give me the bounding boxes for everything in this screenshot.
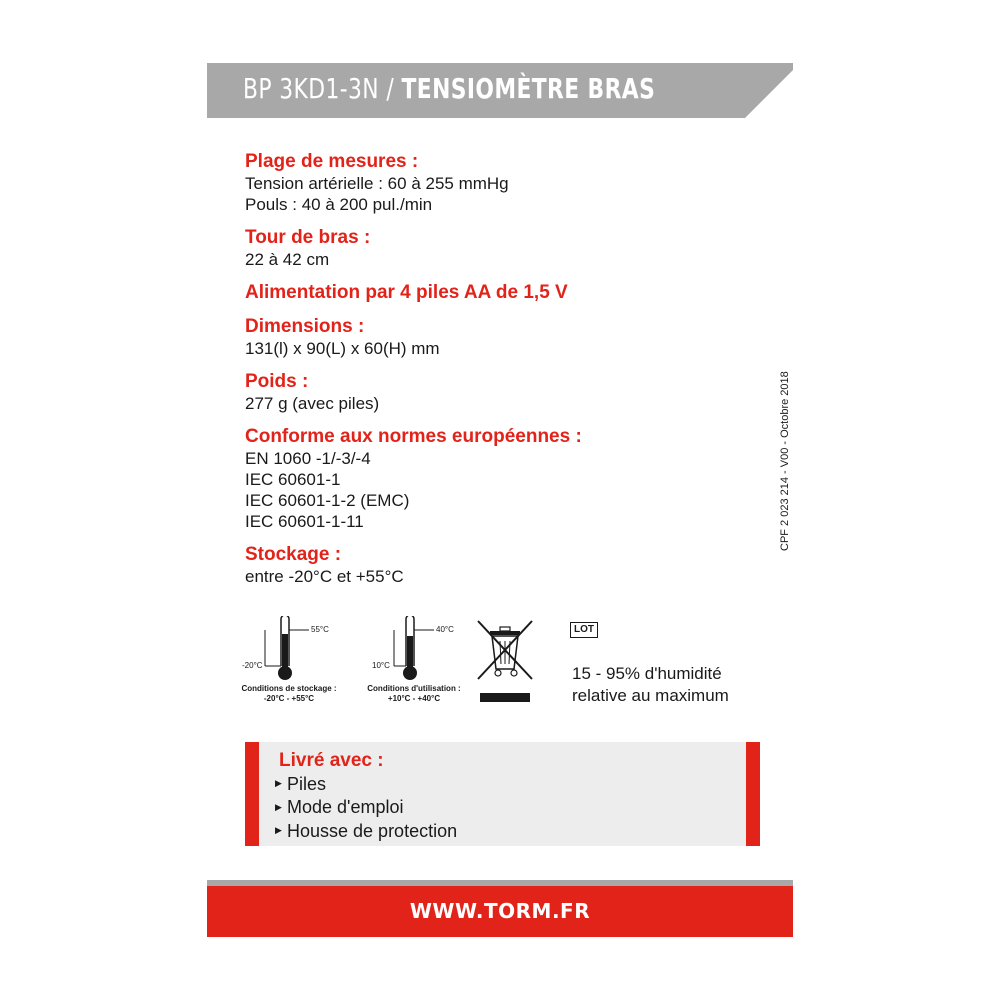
lot-symbol: LOT [570,622,598,638]
spec-line: 131(l) x 90(L) x 60(H) mm [245,339,440,358]
spec-title: Alimentation par 4 piles AA de 1,5 V [245,282,568,303]
usage-max-label: 40°C [436,625,454,634]
symbols-row [237,616,777,726]
spec-section [245,371,715,414]
spec-line: IEC 60601-1 [245,470,341,489]
spec-section [245,316,715,359]
header-banner [207,63,793,118]
footer-banner [207,886,793,937]
usage-caption [354,684,474,704]
item-label: Piles [287,774,327,794]
crossed-bin-icon [474,619,536,709]
delivered-with-box [245,742,760,846]
spec-title: Poids : [245,371,309,392]
spec-section [245,227,715,270]
usage-min-label: 10°C [372,661,390,670]
spec-line: Pouls : 40 à 200 pul./min [245,195,433,214]
specifications [245,151,715,599]
list-item [275,820,457,843]
delivered-list [275,773,457,843]
storage-caption-line2: -20°C - +55°C [263,694,315,703]
humidity-line1: 15 - 95% d'humidité [572,664,722,683]
spec-section [245,426,715,532]
spec-line: 277 g (avec piles) [245,394,380,413]
product-name: TENSIOMÈTRE BRAS [401,72,656,105]
storage-min-label: -20°C [242,661,263,670]
item-label: Housse de protection [287,820,458,841]
spec-line: entre -20°C et +55°C [245,567,404,586]
spec-section [245,282,715,304]
spec-title: Plage de mesures : [245,151,419,172]
delivered-title: Livré avec : [279,750,384,771]
spec-section [245,544,715,587]
box-right-accent [746,742,760,846]
spec-line: 22 à 42 cm [245,250,330,269]
storage-thermometer-icon [237,616,347,706]
spec-title: Tour de bras : [245,227,371,248]
spec-line: Tension artérielle : 60 à 255 mmHg [245,174,509,193]
title-separator: / [386,72,395,105]
bullet-triangle-icon: ▶ [275,778,282,789]
bullet-triangle-icon: ▶ [275,801,282,812]
bullet-triangle-icon: ▶ [275,824,282,835]
storage-caption-line1: Conditions de stockage : [241,684,337,693]
box-left-accent [245,742,259,846]
humidity-note [572,663,729,707]
spec-line: IEC 60601-1-11 [245,512,364,531]
spec-title: Stockage : [245,544,342,565]
header-title [243,72,655,105]
storage-max-label: 55°C [311,625,329,634]
usage-caption-line1: Conditions d'utilisation : [367,684,461,693]
spec-line: IEC 60601-1-2 (EMC) [245,491,410,510]
storage-caption [229,684,349,704]
website-link[interactable]: WWW.TORM.FR [409,899,591,923]
list-item [275,796,457,819]
spec-line: EN 1060 -1/-3/-4 [245,449,371,468]
document-reference-code: CPF 2 023 214 - V00 - Octobre 2018 [779,371,791,551]
spec-title: Dimensions : [245,316,365,337]
item-label: Mode d'emploi [287,797,404,818]
usage-caption-line2: +10°C - +40°C [387,694,441,703]
product-card [207,63,793,937]
spec-title: Conforme aux normes européennes : [245,426,582,447]
list-item [275,773,457,796]
spec-section [245,151,715,215]
model-code: BP 3KD1-3N [243,72,380,105]
humidity-line2: relative au maximum [572,686,729,705]
usage-thermometer-icon [362,616,472,706]
